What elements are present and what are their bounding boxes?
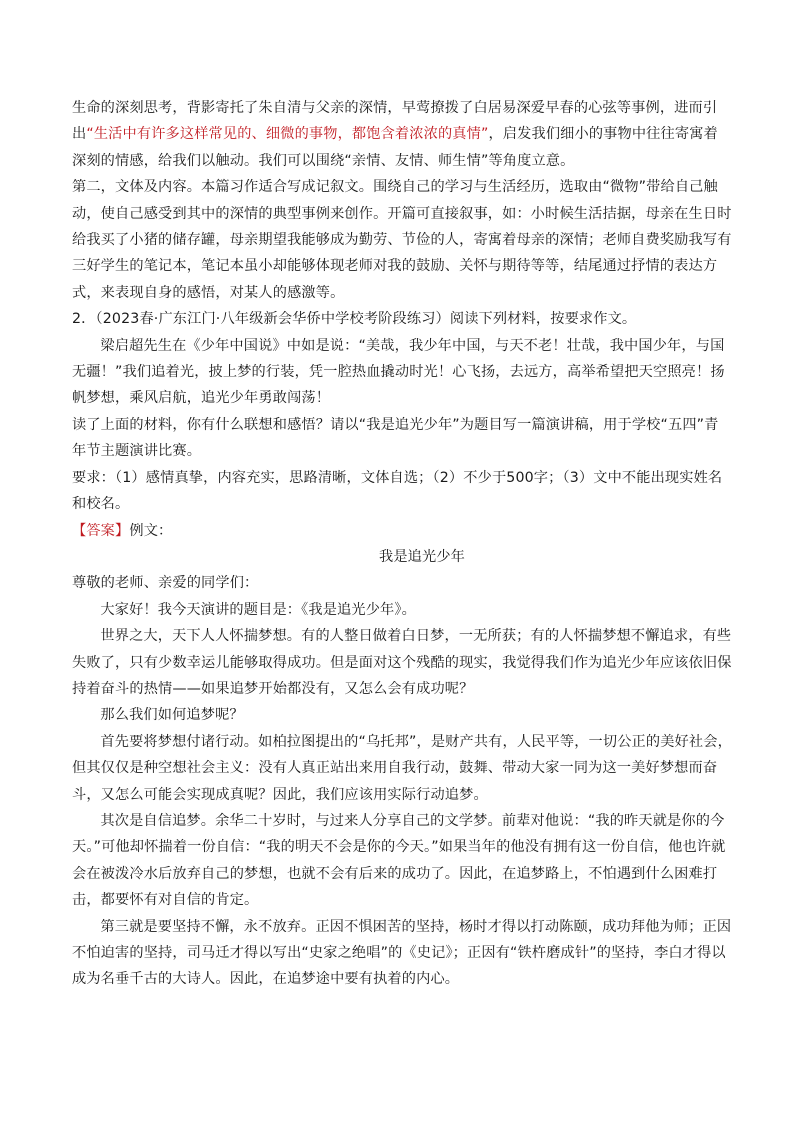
essay-paragraph: 其次是自信追梦。余华二十岁时，与过来人分享自己的文学梦。前辈对他说：“我的昨天就是你的今天。”可他却怀揣着一份自信：“我的明天不会是你的今天。”如果当年的他没有拥有这一份自信，他也许就会在被泼冷水后放弃自己的梦想，也就不会有后来的成功了。因此，在追梦路上，不怕遇到什么困难打击，都要怀有对自信的肯定。 [72, 812, 726, 909]
question-material: 梁启超先生在《少年中国说》中如是说：“美哉，我少年中国，与天不老！壮哉，我中国少年，与国无疆！”我们追着光，披上梦的行装，凭一腔热血撬动时光！心飞扬，去远方，高举希望把天空照亮！扬帆梦想，乘风启航，追光少年勇敢闯荡！ [72, 337, 725, 407]
essay-paragraph: 大家好！我今天演讲的题目是：《我是追光少年》。 [100, 601, 416, 618]
answer-line [72, 518, 732, 544]
highlighted-quote: “生活中有许多这样常见的、细微的事物，都饱含着浓浓的真情” [86, 126, 489, 143]
analysis-text-b: ，启发我们细小的事物中往往寄寓着深刻的情感，给我们以触动。我们可以围绕“亲情、友情、师生情”等角度立意。 [72, 126, 718, 169]
essay-paragraph: 那么我们如何追梦呢？ [100, 707, 244, 724]
essay-paragraph: 首先要将梦想付诸行动。如柏拉图提出的“乌托邦”，是财产共有，人民平等，一切公正的美好社会，但其仅仅是种空想社会主义：没有人真正站出来用自我行动，鼓舞、带动大家一同为这一美好梦想而奋斗，又怎么可能会实现成真呢？因此，我们应该用实际行动追梦。 [72, 733, 732, 803]
question-requirements: 要求：（1）感情真挚，内容充实，思路清晰，文体自选；（2）不少于500字；（3）文中不能出现实姓名和校名。 [72, 469, 723, 513]
answer-label: 例文： [129, 522, 173, 539]
analysis-paragraph-2: 第二，文体及内容。本篇习作适合写成记叙文。围绕自己的学习与生活经历，选取由“微物”带给自己触动，使自己感受到其中的深情的典型事例来创作。开篇可直接叙事，如：小时候生活拮据，母亲在生日时给我买了小猪的储存罐，母亲期望我能够成为勤劳、节俭的人，寄寓着母亲的深情；老师自费奖励我写有三好学生的笔记本，笔记本虽小却能够体现老师对我的鼓励、关怀与期待等等，结尾通过抒情的表达方式，来表现自身的感悟，对某人的感激等。 [72, 179, 732, 301]
analysis-text-a: 生命的深刻思考，背影寄托了朱自清与父亲的深情，早莺撩拨了白居易深爱早春的心弦等事例，进而引出 [72, 100, 718, 143]
question-2-header: 2．（2023春·广东江门·八年级新会华侨中学校考阶段练习）阅读下列材料，按要求作文。 [72, 311, 637, 328]
document-page [72, 95, 732, 993]
analysis-paragraph-1 [72, 95, 732, 174]
essay-paragraph: 第三就是要坚持不懈，永不放弃。正因不惧困苦的坚持，杨时才得以打动陈颐，成功拜他为师；正因不怕迫害的坚持，司马迁才得以写出“史家之绝唱”的《史记》；正因有“铁杵磨成针”的坚持，李白才得以成为名垂千古的大诗人。因此，在追梦途中要有执着的内心。 [72, 918, 732, 988]
essay-paragraph: 世界之大，天下人人怀揣梦想。有的人整日做着白日梦，一无所获；有的人怀揣梦想不懈追求，有些失败了，只有少数幸运儿能够取得成功。但是面对这个残酷的现实，我觉得我们作为追光少年应该依旧保持着奋斗的热情——如果追梦开始都没有，又怎么会有成功呢？ [72, 628, 732, 697]
question-prompt: 读了上面的材料，你有什么联想和感悟？请以“我是追光少年”为题目写一篇演讲稿，用于学校“五四”青年节主题演讲比赛。 [72, 416, 719, 460]
essay-greeting: 尊敬的老师、亲爱的同学们： [72, 575, 259, 592]
answer-mark: 【答案】 [72, 522, 130, 539]
essay-title: 我是追光少年 [378, 548, 466, 565]
